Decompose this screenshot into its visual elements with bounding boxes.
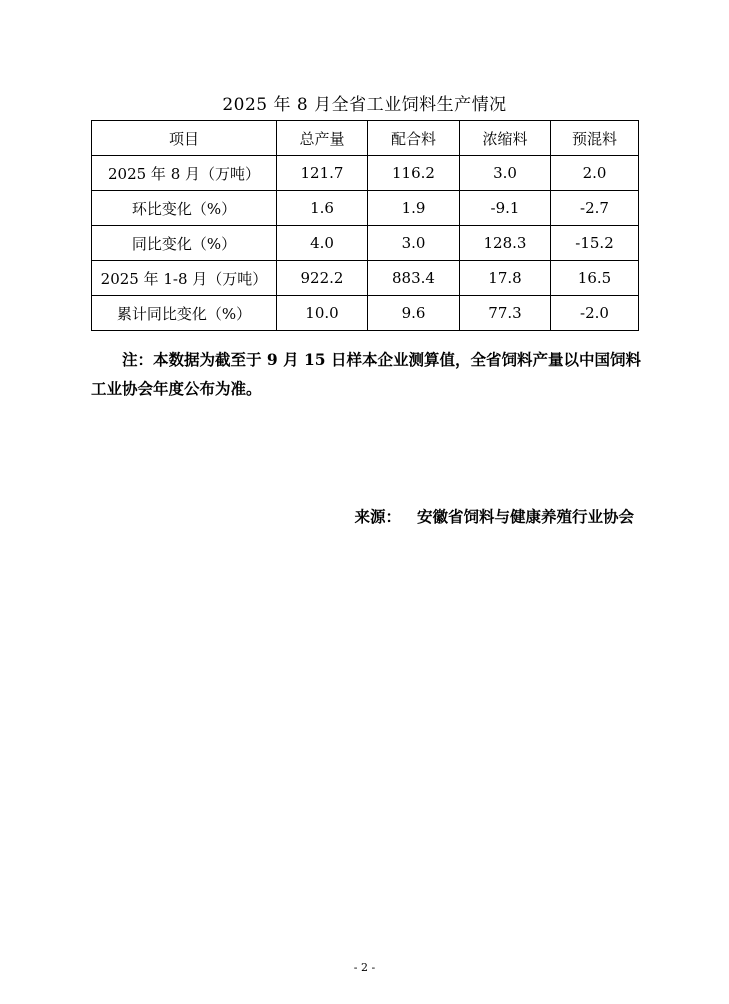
header-concentrate-feed: 浓缩料	[460, 121, 551, 156]
table-cell: 128.3	[460, 226, 551, 261]
table-cell: 883.4	[368, 261, 460, 296]
table-cell: 10.0	[277, 296, 368, 331]
table-cell: 922.2	[277, 261, 368, 296]
table-cell: 1.6	[277, 191, 368, 226]
row-label: 2025 年 8 月（万吨）	[92, 156, 277, 191]
table-cell: 3.0	[368, 226, 460, 261]
data-note: 注：本数据为截至于 9 月 15 日样本企业测算值，全省饲料产量以中国饲料工业协会年度公布为准。	[91, 350, 641, 398]
page-number: - 2 -	[353, 961, 376, 974]
table-cell: 17.8	[460, 261, 551, 296]
table-row	[92, 296, 639, 331]
header-total-output: 总产量	[277, 121, 368, 156]
source-label: 来源：	[354, 507, 401, 526]
source-organization: 安徽省饲料与健康养殖行业协会	[416, 507, 634, 526]
table-cell: -2.0	[551, 296, 639, 331]
table-cell: -15.2	[551, 226, 639, 261]
header-premix-feed: 预混料	[551, 121, 639, 156]
table-cell: 116.2	[368, 156, 460, 191]
table-cell: 16.5	[551, 261, 639, 296]
row-label: 累计同比变化（%）	[92, 296, 277, 331]
table-cell: -2.7	[551, 191, 639, 226]
header-item: 项目	[92, 121, 277, 156]
table-cell: 121.7	[277, 156, 368, 191]
row-label: 环比变化（%）	[92, 191, 277, 226]
table-row	[92, 261, 639, 296]
table-cell: 3.0	[460, 156, 551, 191]
row-label: 同比变化（%）	[92, 226, 277, 261]
table-header-row	[92, 121, 639, 156]
table-cell: 4.0	[277, 226, 368, 261]
table-cell: 77.3	[460, 296, 551, 331]
row-label: 2025 年 1-8 月（万吨）	[92, 261, 277, 296]
table-row	[92, 191, 639, 226]
source-line	[0, 505, 634, 527]
header-compound-feed: 配合料	[368, 121, 460, 156]
table-cell: 9.6	[368, 296, 460, 331]
table-cell: 2.0	[551, 156, 639, 191]
table-cell: -9.1	[460, 191, 551, 226]
table-row	[92, 226, 639, 261]
table-row	[92, 156, 639, 191]
table-title: 2025 年 8 月全省工业饲料生产情况	[222, 95, 507, 115]
feed-production-table	[91, 120, 639, 331]
table-cell: 1.9	[368, 191, 460, 226]
